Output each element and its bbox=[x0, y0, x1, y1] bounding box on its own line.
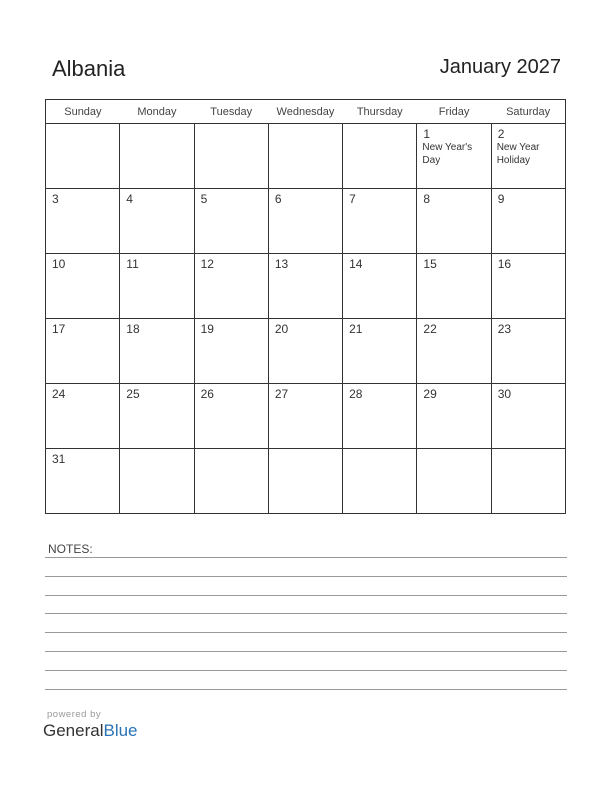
day-number: 6 bbox=[274, 192, 282, 206]
day-number: 13 bbox=[274, 257, 289, 271]
powered-by-text: powered by bbox=[47, 709, 102, 720]
notes-line bbox=[45, 557, 567, 558]
week-row bbox=[46, 124, 566, 189]
notes-line bbox=[45, 670, 567, 671]
week-row bbox=[46, 254, 566, 319]
day-cell-31 bbox=[46, 449, 120, 514]
day-number: 11 bbox=[126, 257, 139, 271]
empty-day-cell bbox=[343, 449, 417, 514]
notes-line bbox=[45, 613, 567, 614]
day-cell-26 bbox=[194, 384, 268, 449]
day-cell-10 bbox=[46, 254, 120, 319]
day-number: 19 bbox=[200, 322, 214, 336]
empty-day-cell bbox=[417, 449, 491, 514]
calendar-grid bbox=[45, 99, 566, 514]
empty-day-cell bbox=[491, 449, 565, 514]
notes-label: NOTES: bbox=[48, 542, 93, 556]
day-cell-21 bbox=[343, 319, 417, 384]
day-cell-29 bbox=[417, 384, 491, 449]
day-cell-3 bbox=[46, 189, 120, 254]
day-cell-18 bbox=[120, 319, 194, 384]
day-number: 15 bbox=[423, 257, 437, 271]
day-number: 5 bbox=[200, 192, 208, 206]
day-cell-30 bbox=[491, 384, 565, 449]
day-number: 22 bbox=[423, 322, 437, 336]
day-cell-12 bbox=[194, 254, 268, 319]
empty-day-cell bbox=[194, 449, 268, 514]
brand-general: General bbox=[43, 721, 104, 740]
day-number: 31 bbox=[52, 452, 66, 466]
day-cell-1 bbox=[417, 124, 491, 189]
day-number: 26 bbox=[200, 387, 214, 401]
weekday-sunday: Sunday bbox=[46, 100, 120, 124]
day-cell-22 bbox=[417, 319, 491, 384]
day-cell-14 bbox=[343, 254, 417, 319]
day-number: 24 bbox=[52, 387, 66, 401]
notes-line bbox=[45, 651, 567, 652]
weekday-monday: Monday bbox=[120, 100, 194, 124]
day-number: 8 bbox=[423, 192, 431, 206]
day-cell-6 bbox=[268, 189, 342, 254]
day-number: 7 bbox=[349, 192, 356, 206]
holiday-label: New Year's Day bbox=[422, 142, 473, 166]
notes-line bbox=[45, 632, 567, 633]
day-number: 25 bbox=[126, 387, 140, 401]
notes-line bbox=[45, 576, 567, 577]
day-cell-8 bbox=[417, 189, 491, 254]
day-cell-17 bbox=[46, 319, 120, 384]
day-number: 10 bbox=[52, 257, 66, 271]
day-number: 2 bbox=[497, 127, 505, 141]
month-title: January 2027 bbox=[439, 56, 561, 78]
day-number: 3 bbox=[52, 192, 59, 206]
day-number: 4 bbox=[126, 192, 133, 206]
day-number: 29 bbox=[423, 387, 437, 401]
day-number: 23 bbox=[497, 322, 512, 336]
empty-day-cell bbox=[194, 124, 268, 189]
day-cell-20 bbox=[268, 319, 342, 384]
empty-day-cell bbox=[268, 449, 342, 514]
empty-day-cell bbox=[120, 124, 194, 189]
day-cell-24 bbox=[46, 384, 120, 449]
day-cell-27 bbox=[268, 384, 342, 449]
empty-day-cell bbox=[120, 449, 194, 514]
day-number: 18 bbox=[126, 322, 140, 336]
day-cell-16 bbox=[491, 254, 565, 319]
weekday-saturday: Saturday bbox=[491, 100, 565, 124]
day-cell-15 bbox=[417, 254, 491, 319]
day-number: 9 bbox=[497, 192, 505, 206]
day-number: 20 bbox=[274, 322, 289, 336]
day-cell-4 bbox=[120, 189, 194, 254]
day-cell-9 bbox=[491, 189, 565, 254]
day-number: 28 bbox=[349, 387, 363, 401]
brand-blue: Blue bbox=[103, 721, 138, 740]
notes-line bbox=[45, 595, 567, 596]
day-cell-23 bbox=[491, 319, 565, 384]
week-row bbox=[46, 449, 566, 514]
weekday-wednesday: Wednesday bbox=[268, 100, 342, 124]
week-row bbox=[46, 189, 566, 254]
empty-day-cell bbox=[268, 124, 342, 189]
day-cell-2 bbox=[491, 124, 565, 189]
day-number: 27 bbox=[274, 387, 289, 401]
holiday-label: New Year Holiday bbox=[496, 142, 540, 166]
empty-day-cell bbox=[343, 124, 417, 189]
day-cell-11 bbox=[120, 254, 194, 319]
week-row bbox=[46, 319, 566, 384]
day-cell-13 bbox=[268, 254, 342, 319]
weekday-tuesday: Tuesday bbox=[194, 100, 268, 124]
day-number: 21 bbox=[349, 322, 363, 336]
day-number: 14 bbox=[349, 257, 363, 271]
day-cell-25 bbox=[120, 384, 194, 449]
day-number: 16 bbox=[497, 257, 512, 271]
week-row bbox=[46, 384, 566, 449]
day-cell-7 bbox=[343, 189, 417, 254]
day-number: 17 bbox=[52, 322, 66, 336]
weekday-thursday: Thursday bbox=[343, 100, 417, 124]
brand-logo bbox=[43, 721, 138, 741]
day-cell-19 bbox=[194, 319, 268, 384]
day-number: 12 bbox=[200, 257, 214, 271]
weekday-friday: Friday bbox=[417, 100, 491, 124]
weekday-header-row bbox=[46, 100, 566, 124]
country-title: Albania bbox=[52, 56, 126, 81]
day-number: 1 bbox=[423, 127, 431, 141]
empty-day-cell bbox=[46, 124, 120, 189]
day-cell-5 bbox=[194, 189, 268, 254]
notes-line bbox=[45, 689, 567, 690]
day-number: 30 bbox=[497, 387, 512, 401]
day-cell-28 bbox=[343, 384, 417, 449]
